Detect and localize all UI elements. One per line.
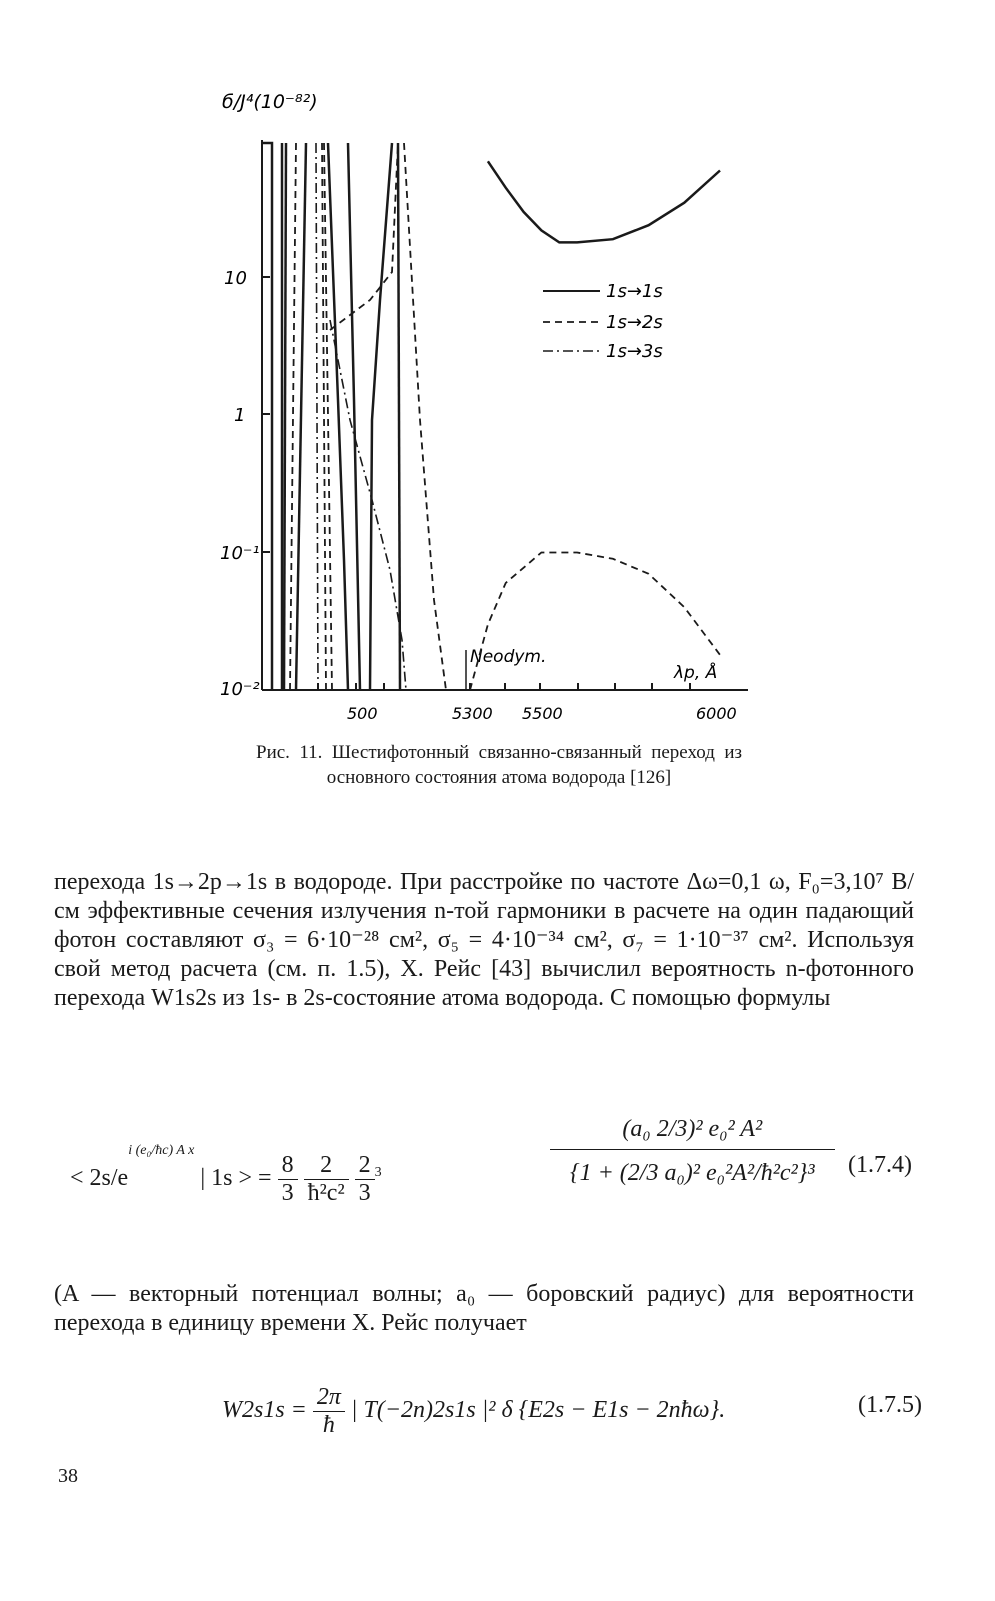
eq174-frac-8-3: $\frac{8}{3}$ (278, 1152, 298, 1207)
x-tick-label-5300: 5300 (452, 704, 493, 723)
y-tick-label-0.01: 10⁻² (220, 679, 260, 700)
body-paragraph-2: (A — векторный потенциал волны; a₀ — боровский радиус) для вероятности перехода в единицу времени Х. Рейс получает (54, 1281, 914, 1336)
y-ticks (262, 277, 270, 552)
legend-label-1s-1s: 1s→1s (606, 281, 663, 302)
x-tick-label-500: 500 (347, 704, 378, 723)
eq174-cube: 3 (374, 1165, 382, 1181)
eq174-frac-2-3: $\frac{2}{3}$ (355, 1152, 375, 1207)
legend-label-1s-3s: 1s→3s (606, 341, 663, 362)
eq174-lhs: < 2s/e (70, 1165, 129, 1192)
y-tick-label-0.1: 10⁻¹ (220, 543, 260, 564)
series-1s-3s-curve (316, 143, 406, 690)
equation-1-7-5 (222, 1380, 922, 1440)
legend-label-1s-2s: 1s→2s (606, 312, 663, 333)
equation-1-7-4 (70, 1100, 920, 1250)
eq175-lhs: W2s1s = (222, 1397, 307, 1424)
neodym-annotation: Neodym. (470, 647, 547, 667)
figure-chart (0, 0, 995, 740)
y-tick-label-1: 1 (234, 405, 246, 426)
body-paragraph-1: перехода 1s→2p→1s в водороде. При расстройке по частоте Δω=0,1 ω, F₀=3,10⁷ В/см эффективные сечения излучения n-той гармоники в расчете на один падающий фотон составляют σ₃ = 6·10⁻²⁸ см², σ₅ = 4·10⁻³⁴ см², σ₇ = 1·10⁻³⁷ см². Используя свой метод расчета (см. п. 1.5), Х. Рейс [43] вычислил вероятность n-фотонного перехода W1s2s из 1s- в 2s-состояние атома водорода. С помощью формулы (54, 869, 914, 1011)
eq175-number: (1.7.5) (858, 1392, 922, 1418)
series-1s-1s-line (488, 161, 720, 242)
x-ticks (318, 683, 690, 690)
eq174-number: (1.7.4) (848, 1152, 912, 1178)
x-tick-label-5500: 5500 (522, 704, 563, 723)
eq174-main-frac: $\frac{\text{(a₀ 2/3)² e₀² A²}}{\text{\{1 + (2/3 a₀)² e₀²A²/ħ²c²\}³}}$ (550, 1110, 835, 1197)
y-axis-label: б/J⁴(10⁻⁸²) (222, 91, 318, 113)
eq175-rhs: | T(−2n)2s1s |² δ {E2s − E1s − 2nħω}. (350, 1397, 726, 1424)
eq174-exponent: i (e₀/ħc) A x (128, 1143, 195, 1159)
page-number: 38 (58, 1465, 78, 1487)
series-1s-1s-resonances (262, 143, 400, 690)
x-unit-label: λp, Å (674, 663, 718, 683)
y-tick-label-10: 10 (224, 268, 247, 289)
x-tick-label-6000: 6000 (696, 704, 737, 723)
eq175-frac: $\frac{2\pi}{ħ}$ (313, 1384, 345, 1439)
eq174-frac-2-hc: $\frac{2}{\text{ħ²c²}}$ (304, 1152, 349, 1207)
eq174-lhs2: | 1s > = (200, 1165, 272, 1192)
series-1s-2s-resonances (290, 143, 446, 690)
figure-caption: Рис. 11. Шестифотонный связанно-связанный переход из основного состояния атома водорода [126] (256, 742, 742, 788)
legend (543, 281, 663, 362)
